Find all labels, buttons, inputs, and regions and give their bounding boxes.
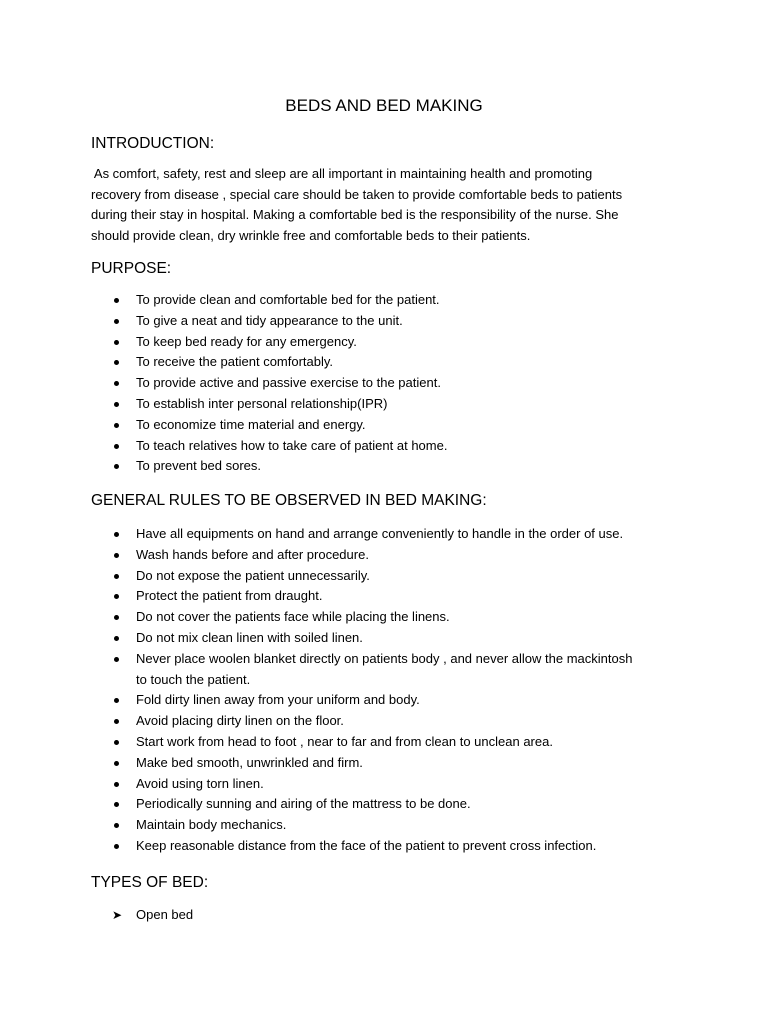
introduction-line: should provide clean, dry wrinkle free and comfortable beds to their patients. — [91, 227, 531, 243]
bullet-icon — [114, 402, 119, 407]
introduction-line: during their stay in hospital. Making a comfortable bed is the responsibility of the nurse. She — [91, 207, 619, 222]
purpose-heading: PURPOSE: — [91, 260, 172, 277]
introduction-line: As comfort, safety, rest and sleep are all important in maintaining health and promoting — [91, 166, 593, 181]
bullet-icon — [114, 844, 119, 849]
general-rules-item-text: Periodically sunning and airing of the mattress to be done. — [136, 796, 471, 812]
bullet-icon — [114, 782, 119, 787]
document-title: BEDS AND BED MAKING — [285, 96, 483, 115]
general-rules-list-item — [0, 649, 768, 691]
bullet-icon — [114, 761, 119, 766]
general-rules-item-text: Never place woolen blanket directly on patients body , and never allow the mackintosh — [136, 650, 633, 666]
introduction-heading: INTRODUCTION: — [91, 135, 215, 152]
bullet-icon — [114, 340, 119, 345]
arrow-bullet-icon: ➤ — [112, 908, 123, 922]
general-rules-list — [0, 524, 768, 857]
bullet-icon — [114, 615, 119, 620]
general-rules-list-item — [0, 690, 768, 711]
general-rules-item-text: Maintain body mechanics. — [136, 817, 287, 833]
bullet-icon — [114, 381, 119, 386]
purpose-list-item — [0, 415, 768, 436]
general-rules-item-text: Protect the patient from draught. — [136, 588, 323, 604]
bullet-icon — [114, 740, 119, 745]
bullet-icon — [114, 423, 119, 428]
general-rules-item-text: Have all equipments on hand and arrange conveniently to handle in the order of use. — [136, 526, 624, 541]
purpose-item-text: To establish inter personal relationship(IPR) — [136, 395, 388, 411]
purpose-item-text: To give a neat and tidy appearance to the unit. — [136, 312, 403, 328]
general-rules-item-text: Start work from head to foot , near to far and from clean to unclean area. — [136, 733, 553, 749]
types-of-bed-list — [0, 905, 768, 925]
introduction-line: recovery from disease , special care should be taken to provide comfortable beds to patients — [91, 186, 623, 202]
general-rules-list-item — [0, 586, 768, 607]
general-rules-list-item — [0, 753, 768, 774]
general-rules-item-text: Do not mix clean linen with soiled linen. — [136, 629, 363, 645]
general-rules-item-text: Wash hands before and after procedure. — [136, 546, 369, 562]
general-rules-list-item — [0, 566, 768, 587]
purpose-list-item — [0, 290, 768, 311]
general-rules-list-item — [0, 732, 768, 753]
general-rules-item-text: Avoid placing dirty linen on the floor. — [136, 713, 344, 729]
general-rules-list-item — [0, 524, 768, 545]
bullet-icon — [114, 298, 119, 303]
bullet-icon — [114, 698, 119, 703]
general-rules-list-item — [0, 836, 768, 857]
purpose-list-item — [0, 394, 768, 415]
bullet-icon — [114, 802, 119, 807]
bullet-icon — [114, 319, 119, 324]
general-rules-item-text: Do not cover the patients face while placing the linens. — [136, 609, 450, 625]
general-rules-list-item — [0, 774, 768, 795]
general-rules-heading: GENERAL RULES TO BE OBSERVED IN BED MAKING: — [91, 492, 487, 509]
types-of-bed-heading: TYPES OF BED: — [91, 874, 209, 891]
general-rules-item-text: Avoid using torn linen. — [136, 775, 264, 791]
general-rules-list-item — [0, 628, 768, 649]
types-of-bed-list-item — [0, 905, 768, 925]
general-rules-list-item — [0, 815, 768, 836]
purpose-list — [0, 290, 768, 477]
types-of-bed-item-text: Open bed — [136, 907, 194, 922]
bullet-icon — [114, 719, 119, 724]
bullet-icon — [114, 574, 119, 579]
bullet-icon — [114, 360, 119, 365]
bullet-icon — [114, 636, 119, 641]
purpose-list-item — [0, 352, 768, 373]
general-rules-item-continuation: to touch the patient. — [136, 671, 251, 687]
purpose-item-text: To keep bed ready for any emergency. — [136, 333, 357, 349]
general-rules-list-item — [0, 711, 768, 732]
purpose-list-item — [0, 373, 768, 394]
purpose-item-text: To teach relatives how to take care of patient at home. — [136, 437, 448, 453]
purpose-item-text: To economize time material and energy. — [136, 416, 366, 432]
general-rules-item-text: Make bed smooth, unwrinkled and firm. — [136, 754, 363, 770]
purpose-item-text: To prevent bed sores. — [136, 458, 262, 474]
purpose-item-text: To provide active and passive exercise to the patient. — [136, 375, 441, 391]
general-rules-list-item — [0, 794, 768, 815]
purpose-item-text: To receive the patient comfortably. — [136, 354, 334, 370]
bullet-icon — [114, 464, 119, 469]
purpose-list-item — [0, 436, 768, 457]
general-rules-list-item — [0, 545, 768, 566]
general-rules-list-item — [0, 607, 768, 628]
bullet-icon — [114, 444, 119, 449]
general-rules-item-text: Do not expose the patient unnecessarily. — [136, 567, 370, 583]
bullet-icon — [114, 657, 119, 662]
bullet-icon — [114, 553, 119, 558]
purpose-item-text: To provide clean and comfortable bed for the patient. — [136, 292, 440, 307]
purpose-list-item — [0, 311, 768, 332]
introduction-paragraph — [91, 164, 671, 246]
bullet-icon — [114, 594, 119, 599]
purpose-list-item — [0, 456, 768, 477]
general-rules-item-text: Keep reasonable distance from the face of the patient to prevent cross infection. — [136, 837, 597, 853]
general-rules-item-text: Fold dirty linen away from your uniform and body. — [136, 692, 420, 708]
bullet-icon — [114, 823, 119, 828]
bullet-icon — [114, 532, 119, 537]
purpose-list-item — [0, 332, 768, 353]
